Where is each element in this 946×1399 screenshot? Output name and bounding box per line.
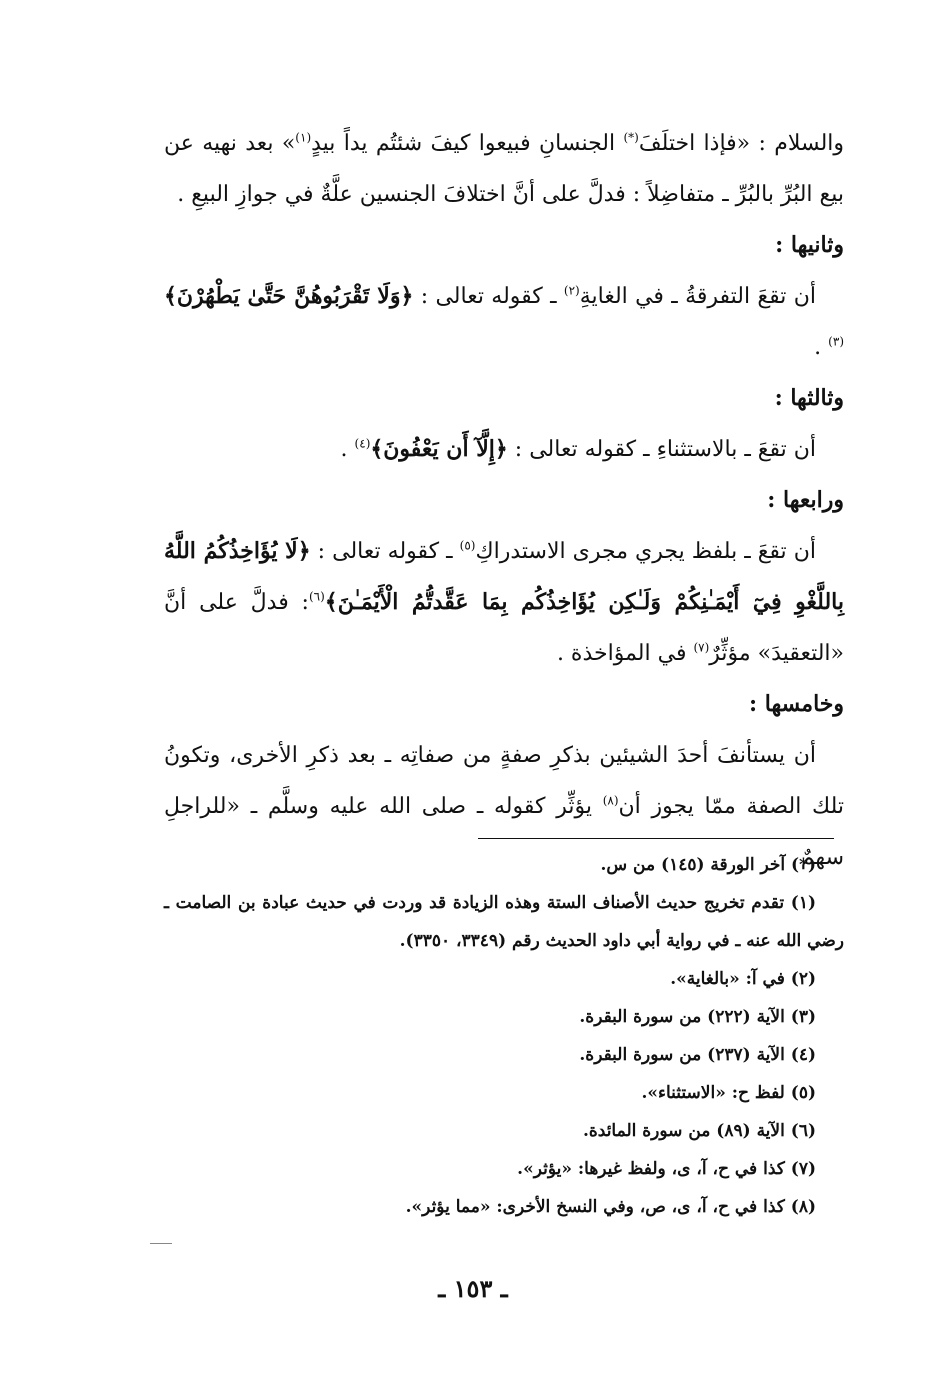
- footnote-marker: (٣): [828, 334, 844, 349]
- paragraph-3: [164, 424, 844, 475]
- footnote-marker: (٦): [308, 589, 325, 604]
- text-run: : فدلَّ على أنَّ «التعقيدَ» مؤثِّرٌ: [164, 590, 844, 666]
- text-run: والسلام : «فإذا اختلَفَ: [638, 131, 845, 156]
- text-run: أن تقعَ ـ بلفظ يجري مجرى الاستدراكِ: [475, 539, 816, 564]
- footnote-marker: (٢): [563, 283, 580, 298]
- quran-verse: ﴿إِلَّآ أَن يَعْفُونَ﴾: [370, 436, 508, 462]
- footnote-marker: (*): [623, 130, 639, 145]
- footnote: (٤) الآية (٢٣٧) من سورة البقرة.: [579, 1045, 816, 1065]
- text-run: أن يستأنفَ أحدَ الشيئين بذكرِ صفةٍ من صفاتِه ـ بعد ذكرِ الأخرى، وتكونُ تلك الصفة ممّا يجوز أن: [164, 743, 844, 819]
- text-run: يؤثِّر كقوله ـ صلى الله عليه وسلَّم ـ «للراجلِ سهمٌ: [164, 794, 844, 870]
- footnote: (٦) الآية (٨٩) من سورة المائدة.: [582, 1121, 816, 1141]
- paragraph-2: [164, 271, 844, 373]
- section-heading-3: وثالثها :: [774, 385, 844, 411]
- main-text: [164, 118, 844, 883]
- footnote: (١) تقدم تخريج حديث الأصناف الستة وهذه الزيادة قد وردت في حديث عبادة بن الصامت ـ رضي الله عنه ـ في رواية أبي داود الحديث رقم (٣٣٤٩، ٣٣٥٠).: [164, 893, 844, 951]
- footnote: (٣) الآية (٢٢٢) من سورة البقرة.: [579, 1007, 816, 1027]
- text-run: الجنسانِ فبيعوا كيفَ شئتُم يداً بيدٍ: [311, 131, 624, 156]
- footnote: (٨) كذا في ح، آ، ى، ص، وفي النسخ الأخرى: «مما يؤثر».: [405, 1197, 816, 1217]
- page-number: ـ ١٥٣ ـ: [438, 1274, 508, 1303]
- footnote-marker: (٤): [354, 436, 371, 451]
- text-run: ـ كقوله تعالى :: [310, 539, 460, 564]
- paragraph-1: [164, 118, 844, 220]
- quran-verse: ﴿لَا يُؤَاخِذُكُمُ اللَّهُ بِاللَّغْوِ فِيٓ أَيْمَـٰنِكُمْ وَلَـٰكِن يُؤَاخِذُكُم بِمَا عَقَّدتُّمُ الْأَيْمَـٰنَ﴾: [164, 538, 844, 615]
- quran-verse: ﴿وَلَا تَقْرَبُوهُنَّ حَتَّىٰ يَطْهُرْنَ﴾: [164, 283, 414, 309]
- section-heading-2: وثانيها :: [775, 232, 844, 258]
- footnote-marker: (٧): [693, 640, 710, 655]
- footnote-marker: (٥): [459, 538, 476, 553]
- footnote-marker: (٨): [602, 793, 619, 808]
- footnote: (٧) كذا في ح، آ، ى، ولفظ غيرها: «يؤثر».: [517, 1159, 816, 1179]
- footnotes: [164, 846, 844, 1226]
- text-run: في المؤاخذة .: [556, 641, 694, 666]
- text-run: أن تقعَ ـ بالاستثناءِ ـ كقوله تعالى :: [507, 437, 816, 462]
- footnote: (*) آخر الورقة (١٤٥) من س.: [600, 855, 816, 875]
- paragraph-4: [164, 526, 844, 679]
- text-run: » بعد نهيه عن بيع البُرِّ بالبُرِّ ـ متفاضِلاً : فدلَّ على أنَّ اختلافَ الجنسين علَّةٌ في جوازِ البيعِ .: [164, 131, 844, 207]
- footnote: (٢) في آ: «بالغاية».: [670, 969, 816, 989]
- margin-mark: [150, 1243, 172, 1244]
- text-run: ـ كقوله تعالى :: [413, 284, 564, 309]
- text-run: أن تقعَ التفرقةُ ـ في الغايةِ: [579, 284, 816, 309]
- text-run: .: [340, 437, 355, 462]
- footnote-divider: [478, 838, 834, 839]
- section-heading-4: ورابعها :: [767, 487, 844, 513]
- footnote-marker: (١): [295, 130, 312, 145]
- section-heading-5: وخامسها :: [749, 691, 844, 717]
- text-run: .: [814, 335, 829, 360]
- footnote: (٥) لفظ ح: «الاستثناء».: [641, 1083, 816, 1103]
